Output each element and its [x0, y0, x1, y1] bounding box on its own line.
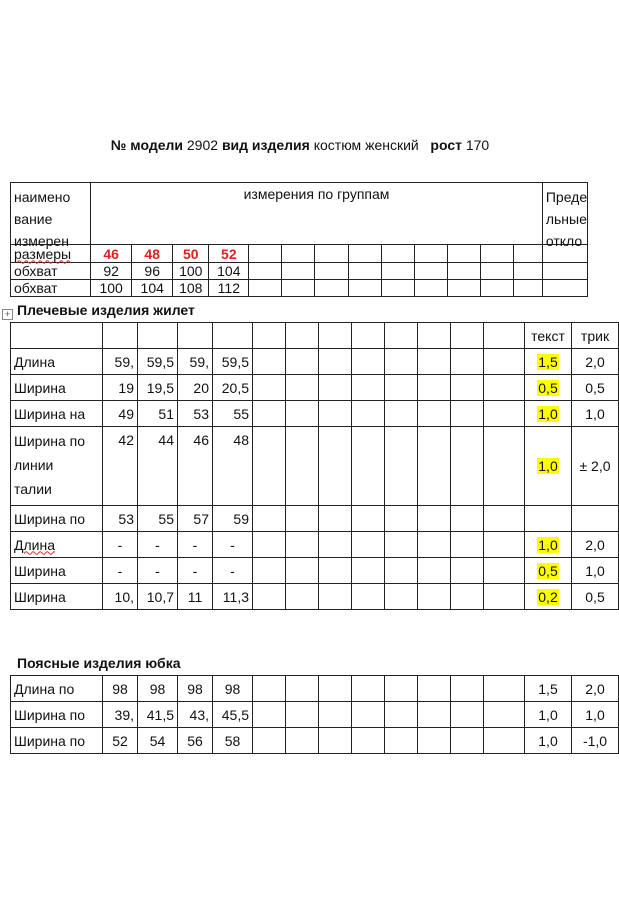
empty-cell — [418, 323, 451, 349]
row-value: 19 — [103, 375, 138, 401]
tol-knit-cell: 1,0 — [572, 702, 619, 728]
empty-cell — [447, 263, 480, 280]
empty-cell — [418, 427, 451, 506]
empty-cell — [286, 558, 319, 584]
height-label: рост — [430, 137, 462, 153]
empty-cell — [352, 532, 385, 558]
empty-cell — [319, 506, 352, 532]
empty-cell — [319, 401, 352, 427]
empty-cell — [249, 263, 282, 280]
empty-cell — [484, 676, 525, 702]
empty-cell — [138, 323, 178, 349]
measure-value: 112 — [209, 280, 249, 297]
tol-knit-cell: -1,0 — [572, 728, 619, 754]
empty-cell — [253, 532, 286, 558]
empty-cell — [484, 323, 525, 349]
empty-cell — [414, 245, 447, 263]
empty-cell — [451, 558, 484, 584]
document-title — [0, 137, 600, 153]
table-row — [11, 506, 619, 532]
empty-cell — [253, 728, 286, 754]
size-cell: 46 — [91, 245, 132, 263]
empty-cell — [484, 558, 525, 584]
table-row — [11, 676, 619, 702]
table-row — [11, 584, 619, 610]
row-label: Длина по — [11, 676, 103, 702]
empty-cell — [484, 702, 525, 728]
empty-cell — [418, 676, 451, 702]
row-label: Ширина — [11, 375, 103, 401]
tol-knit-cell: 2,0 — [572, 532, 619, 558]
tol-text-cell — [525, 532, 572, 558]
empty-cell — [414, 280, 447, 297]
empty-cell — [484, 584, 525, 610]
highlight-mark: 1,0 — [538, 458, 558, 474]
row-label — [11, 532, 103, 558]
limit-header-cell — [542, 183, 588, 249]
row-value: - — [103, 558, 138, 584]
row-value: - — [213, 532, 253, 558]
empty-cell — [385, 349, 418, 375]
row-label: Ширина — [11, 558, 103, 584]
empty-cell — [385, 532, 418, 558]
empty-cell — [385, 427, 418, 506]
row-value: 59, — [178, 349, 213, 375]
empty-cell — [282, 280, 315, 297]
empty-cell — [418, 349, 451, 375]
row-value: 53 — [178, 401, 213, 427]
row-value: - — [103, 532, 138, 558]
highlight-mark: 1,0 — [538, 405, 558, 422]
row-value: 98 — [213, 676, 253, 702]
tol-knit-cell: 1,0 — [572, 558, 619, 584]
table-row — [11, 375, 619, 401]
empty-cell — [480, 263, 513, 280]
measure-value: 100 — [173, 263, 209, 280]
table-row — [11, 532, 619, 558]
row-value: - — [178, 532, 213, 558]
row-value: 11,3 — [213, 584, 253, 610]
measure-value: 96 — [132, 263, 173, 280]
empty-cell — [352, 702, 385, 728]
row-value: 10,7 — [138, 584, 178, 610]
empty-cell — [451, 532, 484, 558]
empty-cell — [253, 584, 286, 610]
measure-row — [11, 263, 588, 280]
empty-cell — [253, 676, 286, 702]
empty-cell — [484, 427, 525, 506]
empty-cell — [480, 245, 513, 263]
table-move-handle-icon[interactable]: + — [2, 309, 13, 320]
row-value: - — [178, 558, 213, 584]
model-value: 2902 — [186, 137, 219, 153]
row-label — [11, 427, 103, 506]
empty-cell — [352, 349, 385, 375]
empty-cell — [178, 323, 213, 349]
empty-cell — [253, 349, 286, 375]
tol-knit-cell: 0,5 — [572, 584, 619, 610]
row-value: 49 — [103, 401, 138, 427]
empty-cell — [418, 558, 451, 584]
row-value: 19,5 — [138, 375, 178, 401]
name-header-line: наимено — [14, 189, 71, 205]
limit-header-line: откло — [545, 233, 583, 249]
empty-cell — [319, 728, 352, 754]
empty-cell — [484, 532, 525, 558]
empty-cell — [286, 702, 319, 728]
tol-text-cell — [525, 558, 572, 584]
section2-title: Поясные изделия юбка — [17, 655, 181, 671]
measure-row — [11, 280, 588, 297]
empty-cell — [513, 263, 542, 280]
tol-knit-cell: 0,5 — [572, 375, 619, 401]
empty-cell — [319, 558, 352, 584]
empty-cell — [319, 375, 352, 401]
empty-cell — [484, 349, 525, 375]
measure-value: 108 — [173, 280, 209, 297]
tol-knit-cell: 2,0 — [572, 676, 619, 702]
empty-cell — [352, 401, 385, 427]
empty-cell — [315, 263, 348, 280]
row-value: 59 — [213, 506, 253, 532]
empty-cell — [315, 245, 348, 263]
tol-text-cell — [525, 401, 572, 427]
row-value: 59, — [103, 349, 138, 375]
highlight-mark: 0,5 — [538, 562, 558, 579]
row-value: 43, — [178, 702, 213, 728]
table-row — [11, 349, 619, 375]
empty-cell — [385, 676, 418, 702]
section1-title: Плечевые изделия жилет — [17, 302, 195, 318]
row-label-line: талии — [14, 481, 52, 497]
empty-cell — [385, 558, 418, 584]
empty-cell — [418, 401, 451, 427]
sizes-label: размеры — [11, 245, 91, 263]
tol-text-cell — [525, 506, 572, 532]
empty-cell — [253, 506, 286, 532]
tol-text-cell: 1,0 — [525, 702, 572, 728]
empty-cell — [213, 323, 253, 349]
tol-knit-cell: 2,0 — [572, 349, 619, 375]
row-value: 51 — [138, 401, 178, 427]
header-table — [10, 182, 588, 297]
empty-cell — [253, 375, 286, 401]
empty-cell — [319, 427, 352, 506]
size-cell: 50 — [173, 245, 209, 263]
height-value: 170 — [465, 137, 490, 153]
empty-cell — [286, 676, 319, 702]
tol-text-cell — [525, 375, 572, 401]
empty-cell — [253, 558, 286, 584]
table-row — [11, 401, 619, 427]
highlight-mark: 0,5 — [538, 379, 558, 396]
row-value: 45,5 — [213, 702, 253, 728]
row-value: 55 — [138, 506, 178, 532]
row-value: 98 — [178, 676, 213, 702]
size-cell: 48 — [132, 245, 173, 263]
empty-cell — [451, 584, 484, 610]
empty-cell — [451, 427, 484, 506]
empty-cell — [286, 532, 319, 558]
section1-table — [10, 322, 619, 610]
empty-cell — [385, 584, 418, 610]
row-value: 11 — [178, 584, 213, 610]
empty-cell — [286, 401, 319, 427]
row-value: 44 — [138, 427, 178, 506]
empty-cell — [286, 584, 319, 610]
row-value: 56 — [178, 728, 213, 754]
empty-cell — [103, 323, 138, 349]
tol-text-cell — [525, 584, 572, 610]
empty-cell — [385, 728, 418, 754]
size-cell: 52 — [209, 245, 249, 263]
highlight-mark: 0,2 — [538, 588, 558, 605]
empty-cell — [282, 245, 315, 263]
empty-cell — [381, 280, 414, 297]
sizes-row — [11, 245, 588, 263]
row-value: - — [213, 558, 253, 584]
empty-cell — [11, 323, 103, 349]
type-label: вид изделия — [221, 137, 310, 153]
empty-cell — [418, 728, 451, 754]
empty-cell — [418, 375, 451, 401]
empty-cell — [513, 280, 542, 297]
empty-cell — [286, 506, 319, 532]
row-value: 57 — [178, 506, 213, 532]
measure-value: 104 — [132, 280, 173, 297]
empty-cell — [352, 558, 385, 584]
empty-cell — [447, 280, 480, 297]
empty-cell — [348, 280, 381, 297]
row-value: 53 — [103, 506, 138, 532]
measure-label: обхват — [11, 280, 91, 297]
row-value: 20,5 — [213, 375, 253, 401]
empty-cell — [319, 532, 352, 558]
empty-cell — [253, 702, 286, 728]
tol-knit-cell: 1,0 — [572, 401, 619, 427]
empty-cell — [385, 323, 418, 349]
tol-text-cell — [525, 427, 572, 506]
measure-label: обхват — [11, 263, 91, 280]
empty-cell — [319, 702, 352, 728]
empty-cell — [414, 263, 447, 280]
empty-cell — [418, 702, 451, 728]
row-value: 46 — [178, 427, 213, 506]
empty-cell — [451, 401, 484, 427]
limit-header-line: льные — [545, 211, 587, 227]
empty-cell — [451, 349, 484, 375]
empty-cell — [484, 401, 525, 427]
empty-cell — [352, 584, 385, 610]
row-value: - — [138, 558, 178, 584]
empty-cell — [352, 323, 385, 349]
empty-cell — [286, 728, 319, 754]
empty-cell — [319, 323, 352, 349]
row-label-line: линии — [14, 457, 54, 473]
empty-cell — [253, 401, 286, 427]
empty-cell — [286, 349, 319, 375]
empty-cell — [319, 584, 352, 610]
empty-cell — [286, 323, 319, 349]
row-value: 39, — [103, 702, 138, 728]
row-value: 52 — [103, 728, 138, 754]
empty-cell — [385, 702, 418, 728]
empty-cell — [319, 349, 352, 375]
empty-cell — [451, 375, 484, 401]
empty-cell — [315, 280, 348, 297]
empty-cell — [451, 506, 484, 532]
empty-cell — [385, 375, 418, 401]
empty-cell — [286, 375, 319, 401]
row-label-text: Длина — [14, 536, 55, 553]
empty-cell — [451, 676, 484, 702]
empty-cell — [381, 245, 414, 263]
empty-cell — [253, 323, 286, 349]
name-header-cell — [11, 183, 91, 249]
empty-cell — [418, 532, 451, 558]
highlight-mark: 1,5 — [538, 353, 558, 370]
empty-cell — [249, 245, 282, 263]
row-label: Ширина по — [11, 728, 103, 754]
empty-cell — [418, 506, 451, 532]
col-knit-header: трик — [572, 323, 619, 349]
table-row — [11, 427, 619, 506]
empty-cell — [484, 506, 525, 532]
empty-cell — [352, 427, 385, 506]
empty-cell — [451, 702, 484, 728]
empty-cell — [249, 280, 282, 297]
row-value: 58 — [213, 728, 253, 754]
row-value: 55 — [213, 401, 253, 427]
empty-cell — [253, 427, 286, 506]
empty-cell — [513, 245, 542, 263]
row-value: 20 — [178, 375, 213, 401]
empty-cell — [348, 245, 381, 263]
col-text-header: текст — [525, 323, 572, 349]
row-value: 54 — [138, 728, 178, 754]
model-label: № модели — [110, 137, 183, 153]
row-label: Ширина по — [11, 506, 103, 532]
empty-cell — [286, 427, 319, 506]
empty-cell — [451, 728, 484, 754]
empty-cell — [385, 401, 418, 427]
empty-cell — [352, 375, 385, 401]
name-header-line: измерен — [14, 233, 69, 249]
row-value: 59,5 — [213, 349, 253, 375]
row-value: 10, — [103, 584, 138, 610]
row-label: Ширина по — [11, 702, 103, 728]
row-value: 98 — [103, 676, 138, 702]
empty-cell — [542, 263, 587, 280]
name-header-line: вание — [14, 211, 53, 227]
empty-cell — [418, 584, 451, 610]
row-label-line: Ширина по — [14, 433, 86, 449]
empty-cell — [319, 676, 352, 702]
section2-table — [10, 675, 619, 754]
type-value: костюм женский — [313, 137, 419, 153]
empty-cell — [282, 263, 315, 280]
tol-text-cell: 1,5 — [525, 676, 572, 702]
groups-header-label: измерения по группам — [243, 186, 390, 202]
empty-cell — [352, 676, 385, 702]
table-row — [11, 702, 619, 728]
empty-cell — [348, 263, 381, 280]
highlight-mark: 1,0 — [538, 536, 558, 553]
row-value: - — [138, 532, 178, 558]
tol-text-cell — [525, 349, 572, 375]
empty-cell — [484, 728, 525, 754]
table-row — [11, 728, 619, 754]
measure-value: 92 — [91, 263, 132, 280]
empty-cell — [447, 245, 480, 263]
table-row — [11, 558, 619, 584]
measure-value: 100 — [91, 280, 132, 297]
row-label: Ширина — [11, 584, 103, 610]
empty-cell — [352, 506, 385, 532]
empty-cell — [484, 375, 525, 401]
row-label: Длина — [11, 349, 103, 375]
section1-header-row — [11, 323, 619, 349]
empty-cell — [542, 280, 587, 297]
measure-value: 104 — [209, 263, 249, 280]
row-value: 41,5 — [138, 702, 178, 728]
row-value: 98 — [138, 676, 178, 702]
row-label: Ширина на — [11, 401, 103, 427]
empty-cell — [451, 323, 484, 349]
row-value: 59,5 — [138, 349, 178, 375]
row-value: 42 — [103, 427, 138, 506]
empty-cell — [480, 280, 513, 297]
empty-cell — [381, 263, 414, 280]
tol-knit-cell: ± 2,0 — [572, 427, 619, 506]
empty-cell — [385, 506, 418, 532]
tol-knit-cell — [572, 506, 619, 532]
limit-header-line: Преде — [545, 189, 588, 205]
row-value: 48 — [213, 427, 253, 506]
empty-cell — [352, 728, 385, 754]
tol-text-cell: 1,0 — [525, 728, 572, 754]
groups-header-cell — [91, 183, 543, 245]
